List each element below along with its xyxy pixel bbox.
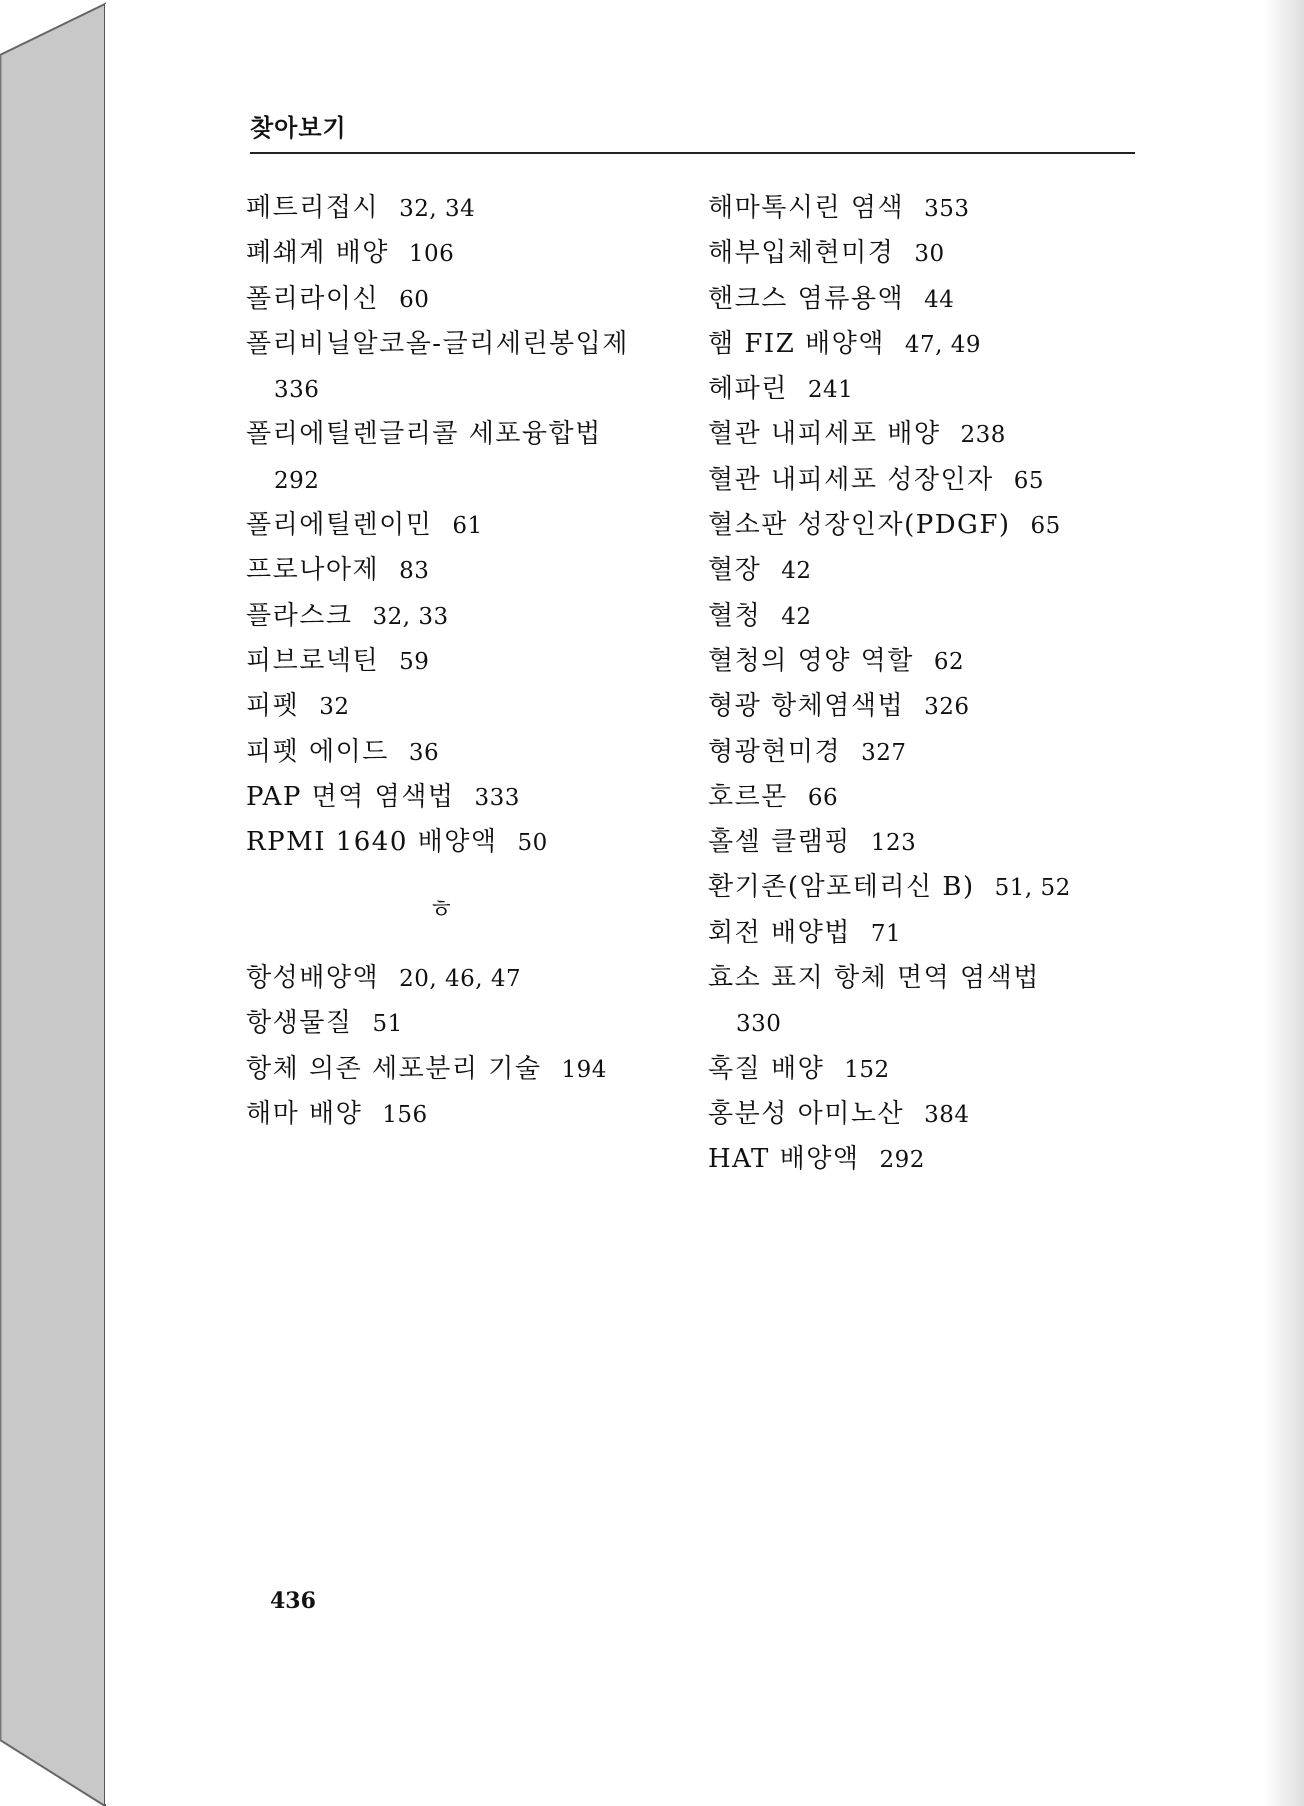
index-pages: 36 — [408, 739, 440, 766]
index-list-left — [246, 186, 716, 865]
index-pages: 384 — [924, 1101, 970, 1128]
index-pages: 66 — [807, 784, 839, 811]
index-term: 해마 배양 — [246, 1098, 363, 1129]
index-pages: 65 — [1013, 467, 1044, 494]
index-entry — [246, 594, 716, 639]
index-entry — [246, 186, 716, 231]
index-term: 핸크스 염류용액 — [708, 283, 905, 314]
index-pages: 241 — [807, 377, 854, 404]
index-term: 폴리라이신 — [246, 283, 380, 314]
index-term: 혹질 배양 — [708, 1053, 825, 1084]
index-term: RPMI 1640 배양액 — [246, 827, 498, 858]
index-pages: 60 — [399, 286, 430, 313]
index-term: 형광현미경 — [708, 736, 842, 767]
index-pages: 353 — [924, 196, 970, 222]
index-entry — [246, 730, 716, 775]
section-letter: ㅎ — [428, 895, 454, 926]
index-term: 호르몬 — [708, 781, 788, 812]
index-entry — [708, 548, 1178, 593]
index-term: 혈청의 영양 역할 — [708, 645, 914, 676]
index-pages: 50 — [517, 830, 548, 857]
index-pages: 20, 46, 47 — [399, 966, 522, 993]
index-term: 해부입체현미경 — [708, 238, 895, 269]
index-entry — [708, 186, 1178, 231]
index-term: HAT 배양액 — [708, 1144, 860, 1175]
index-entry — [246, 367, 716, 412]
index-pages: 65 — [1030, 513, 1061, 540]
index-pages: 156 — [382, 1101, 428, 1128]
index-term: 항생물질 — [246, 1008, 353, 1039]
index-entry — [708, 412, 1178, 457]
index-entry — [246, 231, 716, 276]
index-entry — [708, 684, 1178, 729]
index-term: 폴리비닐알코올-글리세린봉입제 — [246, 328, 629, 359]
index-pages: 327 — [861, 739, 907, 766]
index-pages: 292 — [879, 1147, 925, 1174]
index-pages: 330 — [736, 1011, 782, 1038]
index-term: 회전 배양법 — [708, 917, 851, 948]
index-pages: 59 — [399, 648, 430, 675]
index-entry — [708, 1092, 1178, 1137]
index-term: 피펫 — [246, 691, 300, 722]
index-entry — [246, 1001, 716, 1046]
index-pages: 42 — [781, 603, 812, 630]
index-pages: 83 — [399, 558, 430, 585]
index-term: 혈관 내피세포 성장인자 — [708, 464, 994, 495]
index-term: 항성배양액 — [246, 963, 380, 994]
index-entry — [708, 231, 1178, 276]
index-entry — [708, 367, 1178, 412]
index-entry — [246, 412, 716, 457]
index-term: 혈장 — [708, 555, 762, 586]
index-term: PAP 면역 염색법 — [246, 781, 455, 812]
index-term: 폴리에틸렌글리콜 세포융합법 — [246, 419, 602, 450]
index-pages: 32, 33 — [372, 603, 449, 630]
index-column-left — [246, 186, 716, 1137]
index-term: 피펫 에이드 — [246, 736, 389, 767]
index-term: 해마톡시린 염색 — [708, 193, 905, 223]
index-entry — [708, 1137, 1178, 1182]
index-pages: 32 — [319, 694, 350, 721]
index-pages: 238 — [960, 422, 1006, 449]
index-term: 프로나아제 — [246, 555, 380, 586]
index-entry — [708, 956, 1178, 1001]
index-pages: 292 — [274, 467, 320, 494]
index-term: 플라스크 — [246, 600, 353, 631]
index-pages: 62 — [933, 648, 965, 675]
index-entry — [246, 1047, 716, 1092]
index-pages: 152 — [844, 1056, 890, 1083]
index-pages: 30 — [914, 241, 945, 268]
page-number: 436 — [270, 1588, 316, 1614]
index-entry — [246, 503, 716, 548]
index-entry — [246, 639, 716, 684]
index-entry — [708, 458, 1178, 503]
index-pages: 106 — [408, 241, 455, 268]
index-term: 홍분성 아미노산 — [708, 1098, 905, 1129]
index-entry — [708, 865, 1178, 910]
index-term: 환기존(암포테리신 B) — [708, 872, 975, 903]
index-list-left-section — [246, 956, 716, 1137]
index-pages: 71 — [870, 920, 902, 947]
index-entry — [246, 548, 716, 593]
index-pages: 42 — [781, 558, 812, 585]
index-pages: 326 — [924, 694, 970, 721]
index-term: 헤파린 — [708, 374, 788, 405]
index-entry — [708, 1001, 1178, 1046]
index-term: 항체 의존 세포분리 기술 — [246, 1053, 542, 1084]
index-term: 피브로넥틴 — [246, 645, 380, 676]
index-pages: 47, 49 — [904, 331, 982, 358]
page-header-title: 찾아보기 — [250, 114, 347, 142]
index-list-right — [708, 186, 1178, 1183]
page-edge-shadow — [1264, 0, 1304, 1806]
index-term: 페트리접시 — [246, 193, 380, 223]
index-term: 햄 FIZ 배양액 — [708, 328, 885, 359]
index-entry — [246, 322, 716, 367]
index-term: 혈소판 성장인자(PDGF) — [708, 510, 1011, 541]
index-entry — [246, 277, 716, 322]
index-pages: 44 — [924, 286, 955, 313]
index-entry — [246, 820, 716, 865]
index-pages: 32, 34 — [399, 196, 476, 222]
index-pages: 336 — [274, 377, 320, 404]
index-term: 효소 표지 항체 면역 염색법 — [708, 963, 1040, 994]
index-column-right — [708, 186, 1178, 1183]
index-entry — [246, 775, 716, 820]
index-term: 홀셀 클램핑 — [708, 827, 851, 858]
index-entry — [708, 594, 1178, 639]
index-pages: 333 — [474, 784, 520, 811]
index-pages: 51, 52 — [994, 875, 1071, 902]
index-entry — [708, 503, 1178, 548]
index-pages: 61 — [452, 513, 483, 540]
index-term: 혈관 내피세포 배양 — [708, 419, 941, 450]
index-pages: 123 — [870, 830, 917, 857]
index-entry — [708, 639, 1178, 684]
index-pages: 194 — [561, 1056, 607, 1083]
index-term: 폴리에틸렌이민 — [246, 510, 433, 541]
index-term: 폐쇄계 배양 — [246, 238, 389, 269]
index-entry — [708, 730, 1178, 775]
index-term: 형광 항체염색법 — [708, 691, 905, 722]
index-pages: 51 — [372, 1011, 403, 1038]
index-entry — [246, 1092, 716, 1137]
index-entry — [246, 684, 716, 729]
index-term: 혈청 — [708, 600, 762, 631]
index-entry — [246, 458, 716, 503]
index-entry — [708, 911, 1178, 956]
index-entry — [708, 1047, 1178, 1092]
index-entry — [708, 322, 1178, 367]
index-entry — [708, 820, 1178, 865]
index-entry — [246, 956, 716, 1001]
header-rule — [250, 152, 1135, 154]
index-entry — [708, 277, 1178, 322]
index-entry — [708, 775, 1178, 820]
